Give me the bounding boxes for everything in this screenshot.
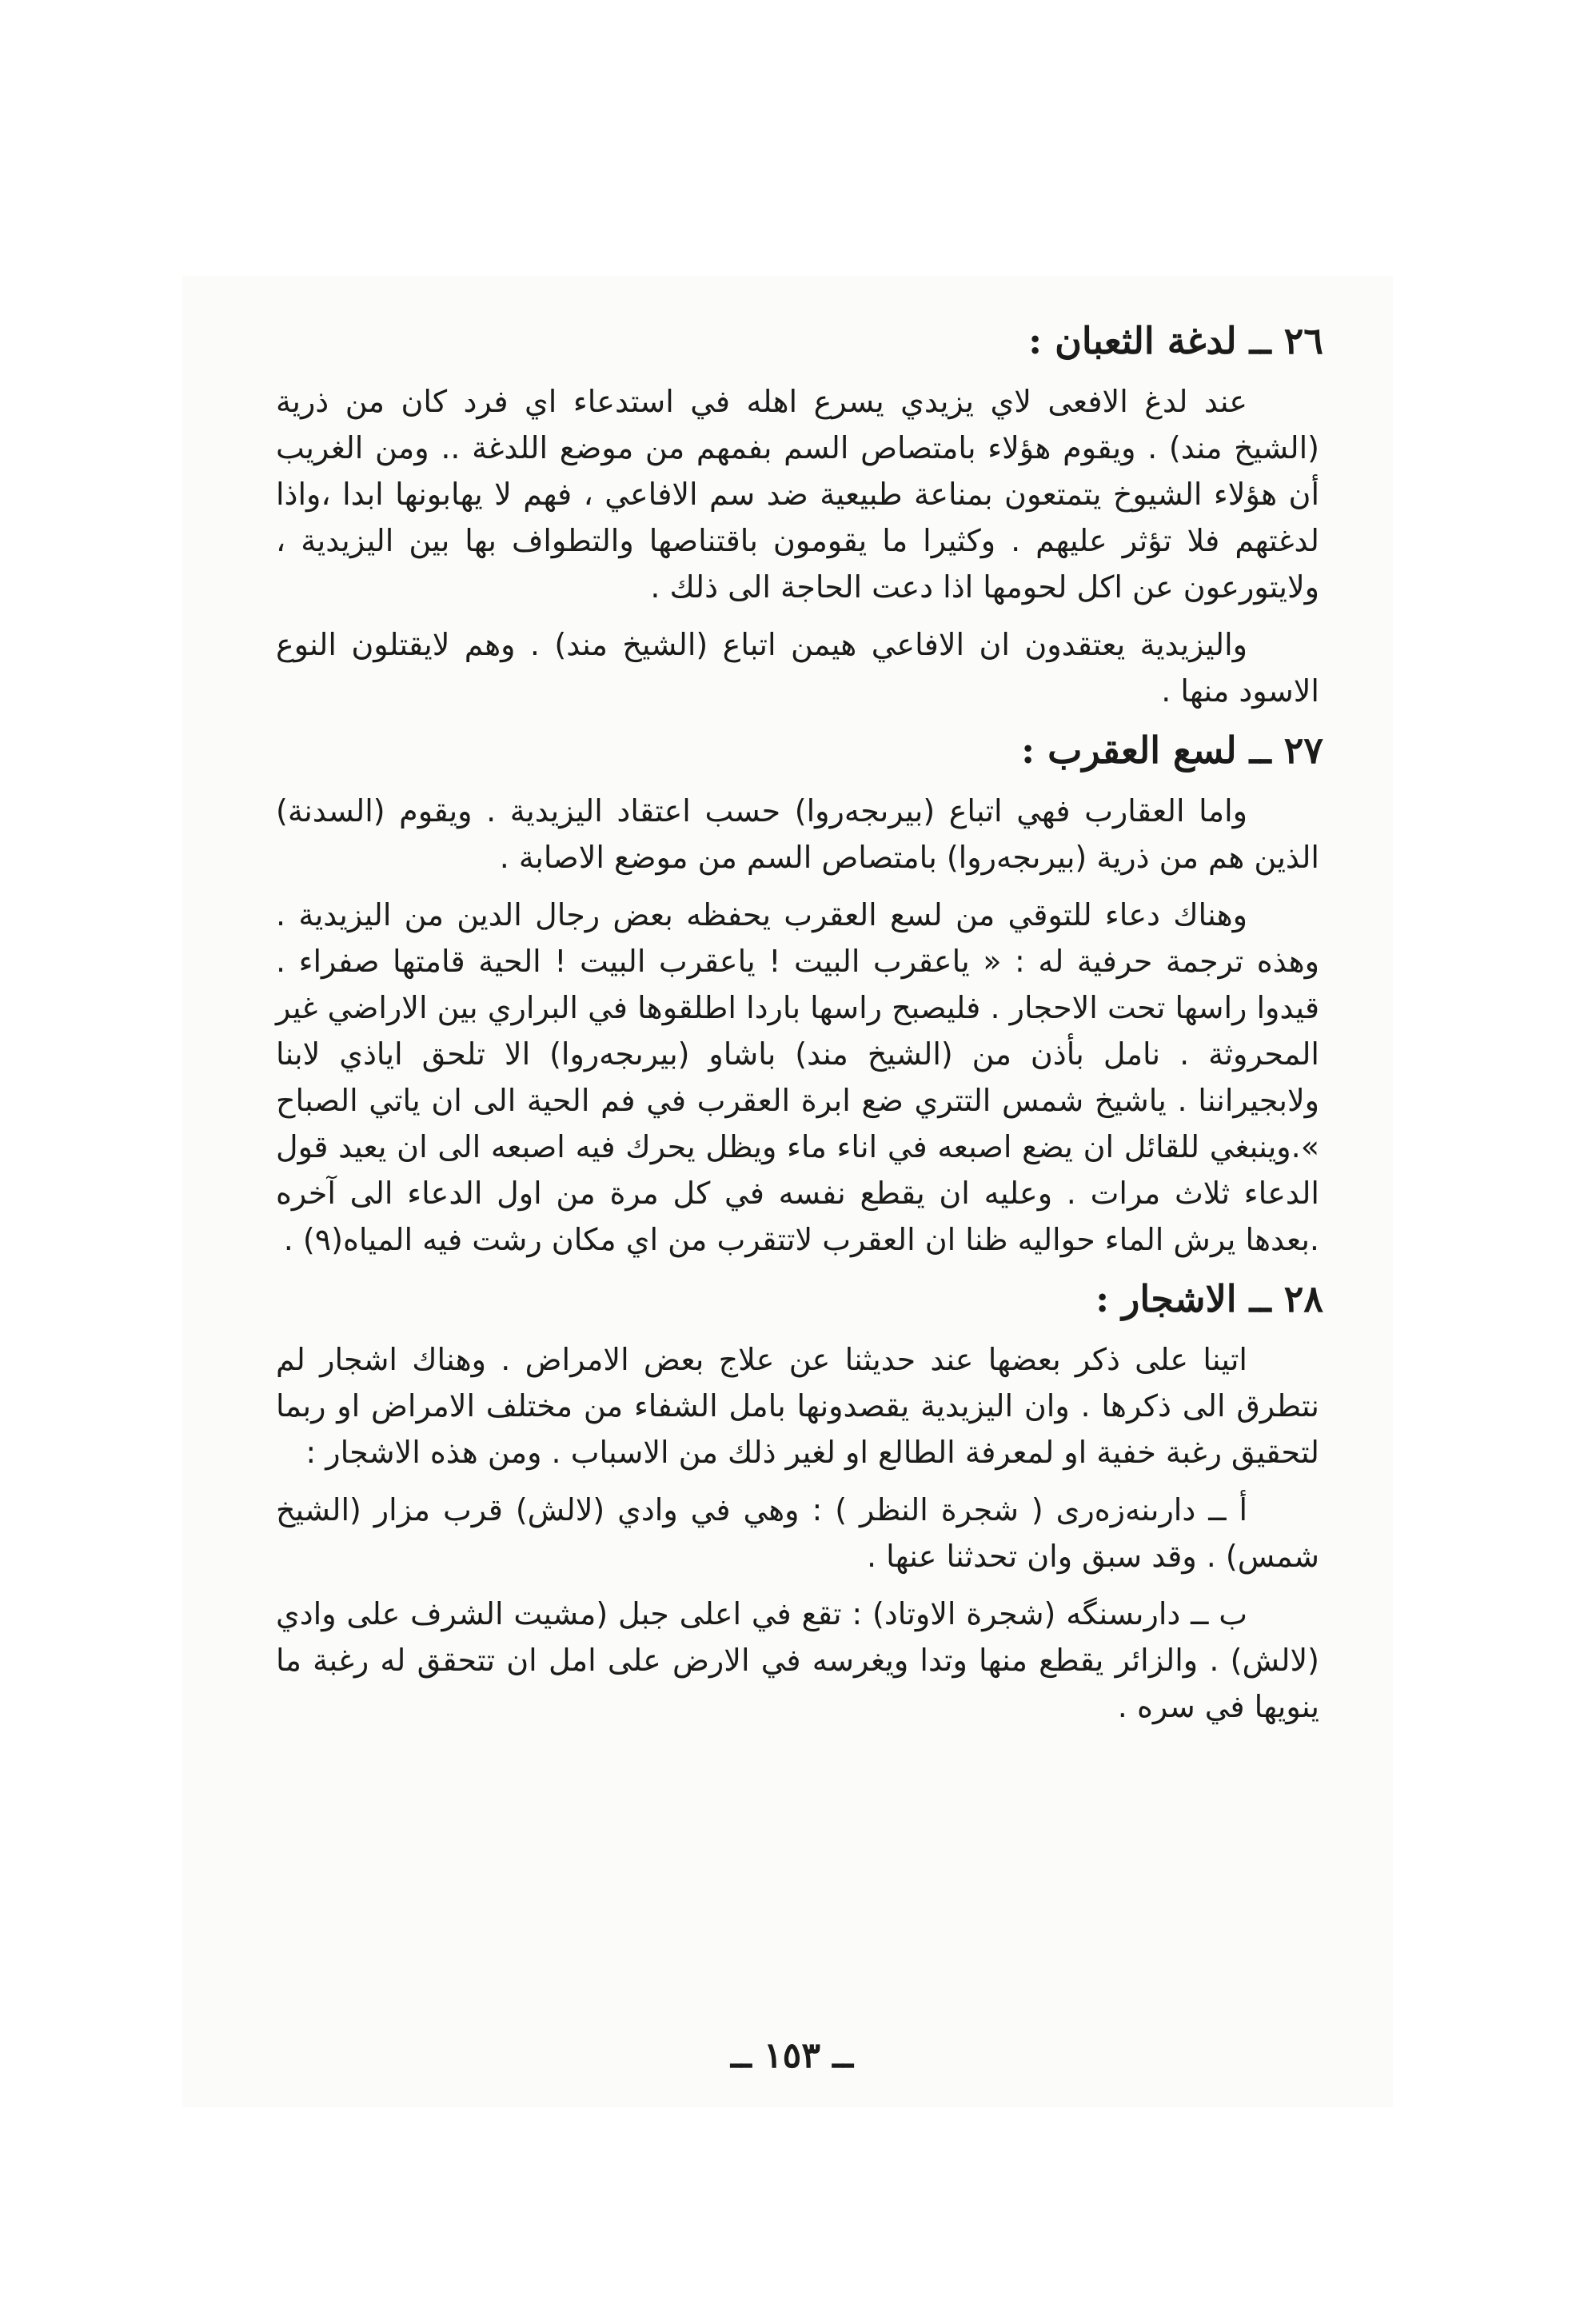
list-item: ب ــ دارىسنگه (شجرة الاوتاد) : تقع في اعلى جبل (مشيت الشرف على وادي (لالش) . والزائر يقطع منها وتدا ويغرسه في الارض على امل ان تتحقق له رغبة ما ينويها في سره .: [276, 1596, 1319, 1724]
paragraph: اتينا على ذكر بعضها عند حديثنا عن علاج بعض الامراض . وهناك اشجار لم نتطرق الى ذكرها . وان اليزيدية يقصدونها بامل الشفاء من مختلف الامراض او ربما لتحقيق رغبة خفية او لمعرفة الطالع او لغير ذلك من الاسباب . ومن هذه الاشجار :: [276, 1342, 1319, 1470]
section-heading: ٢٧ ــ لسع العقرب :: [1021, 729, 1323, 772]
section-heading: ٢٨ ــ الاشجار :: [1095, 1277, 1323, 1320]
page-number: ــ ١٥٣ ــ: [730, 2035, 854, 2076]
paragraph: عند لدغ الافعى لاي يزيدي يسرع اهله في استدعاء اي فرد كان من ذرية (الشيخ مند) . ويقوم هؤلاء بامتصاص السم بفمهم من موضع اللدغة .. ومن الغريب أن هؤلاء الشيوخ يتمتعون بمناعة طبيعية ضد سم الافاعي ، فهم لا يهابونها ابدا ،واذا لدغتهم فلا تؤثر عليهم . وكثيرا ما يقومون باقتناصها والتطواف بها بين اليزيدية ، ولايتورعون عن اكل لحومها اذا دعت الحاجة الى ذلك .: [276, 384, 1319, 605]
paragraph: وهناك دعاء للتوقي من لسع العقرب يحفظه بعض رجال الدين من اليزيدية . وهذه ترجمة حرفية له : « ياعقرب البيت ! ياعقرب البيت ! الحية قامتها صفراء . قيدوا راسها تحت الاحجار . فليصبح راسها باردا اطلقوها في البراري بين الاراضي غير المحروثة . نامل بأذن من (الشيخ مند) باشاو (بيرىجەروا) الا تلحق اياذي لابنا ولابجيراننا . ياشيخ شمس التتري ضع ابرة العقرب في فم الحية الى ان ياتي الصباح ».وينبغي للقائل ان يضع اصبعه في اناء ماء ويظل يحرك فيه اصبعه الى ان يعيد قول الدعاء ثلاث مرات . وعليه ان يقطع نفسه في كل مرة من اول الدعاء الى آخره .بعدها يرش الماء حواليه ظنا ان العقرب لاتتقرب من اي مكان رشت فيه المياه(٩) .: [276, 897, 1319, 1257]
page-body: [276, 316, 1323, 1741]
section-trees: [276, 1274, 1323, 1730]
section-heading: ٢٦ ــ لدغة الثعبان :: [1028, 319, 1323, 362]
paragraph: واما العقارب فهي اتباع (بيرىجەروا) حسب اعتقاد اليزيدية . ويقوم (السدنة) الذين هم من ذرية (بيرىجەروا) بامتصاص السم من موضع الاصابة .: [276, 793, 1319, 875]
paragraph: واليزيدية يعتقدون ان الافاعي هيمن اتباع (الشيخ مند) . وهم لايقتلون النوع الاسود منها .: [276, 627, 1319, 709]
section-snake-bite: [276, 316, 1323, 714]
section-scorpion-sting: [276, 725, 1323, 1263]
list-item: أ ــ دارىنەزەرى ( شجرة النظر ) : وهي في وادي (لالش) قرب مزار (الشيخ شمس) . وقد سبق وان تحدثنا عنها .: [276, 1492, 1319, 1574]
